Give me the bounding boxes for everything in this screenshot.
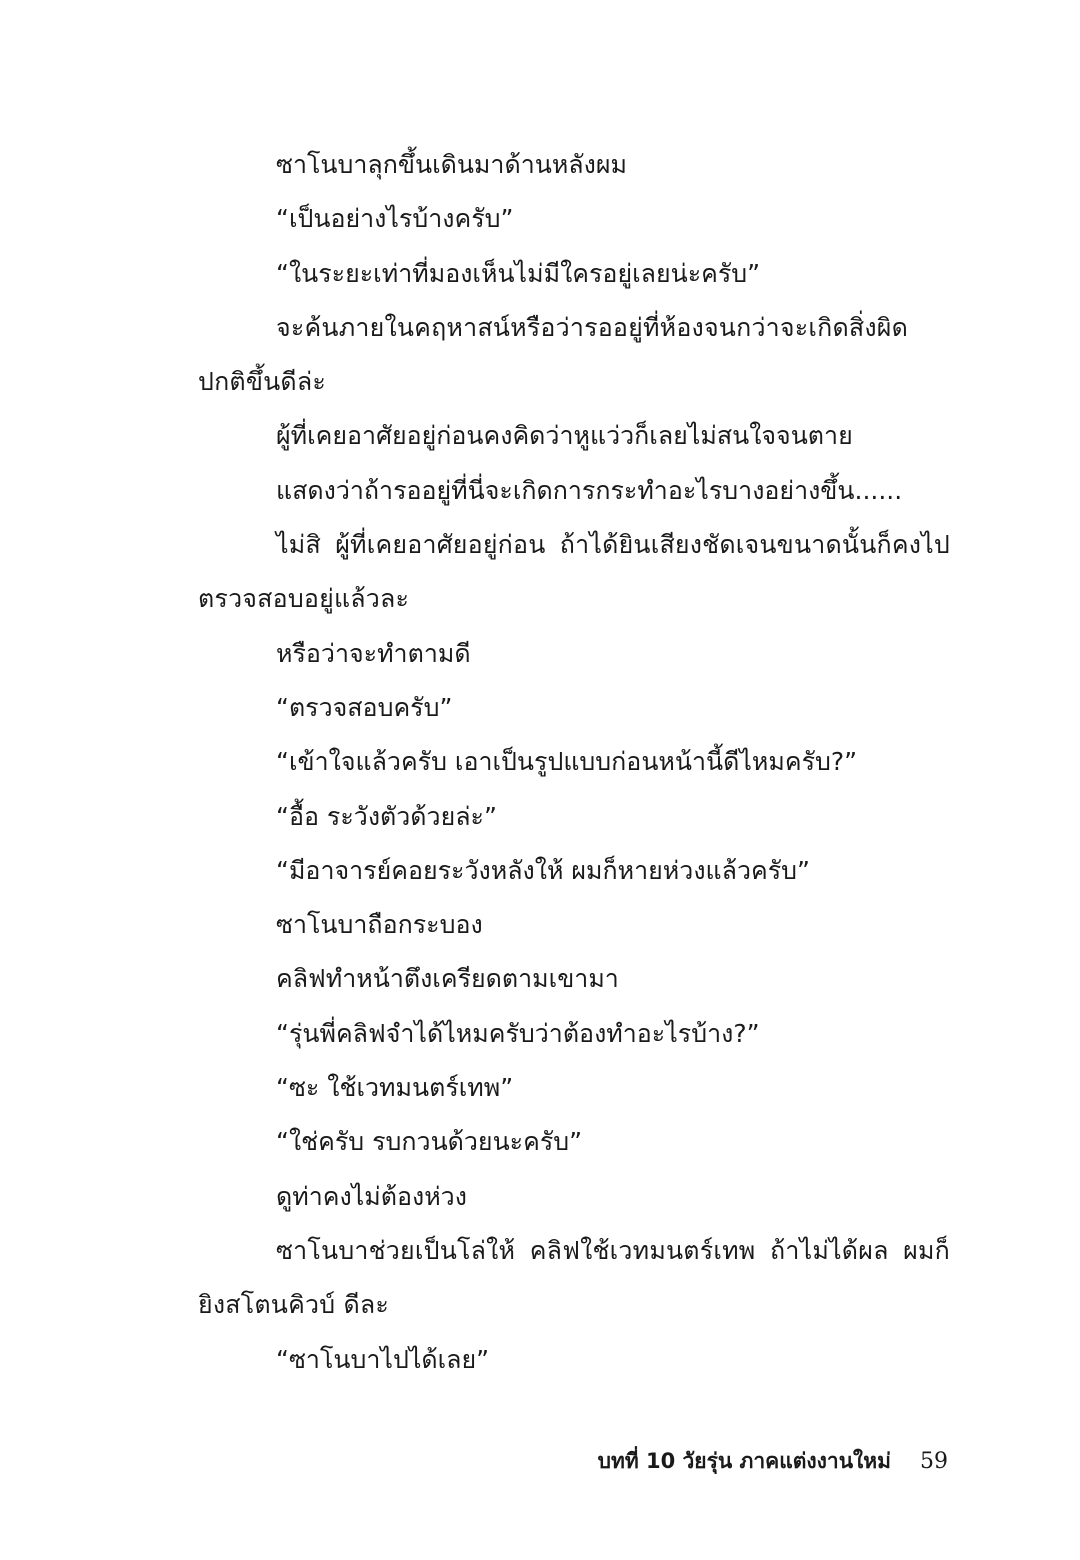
page-body (198, 138, 950, 1387)
page-number: 59 (920, 1449, 948, 1474)
paragraph: ดูท่าคงไม่ต้องห่วง (276, 1181, 467, 1211)
paragraph: ไม่สิ ผู้ที่เคยอาศัยอยู่ก่อน ถ้าได้ยินเสียงชัดเจนขนาดนั้นก็คงไปตรวจสอบอยู่แล้วละ (198, 530, 950, 614)
paragraph: “ใช่ครับ รบกวนด้วยนะครับ” (276, 1127, 583, 1157)
paragraph: แสดงว่าถ้ารออยู่ที่นี่จะเกิดการกระทำอะไรบางอย่างขึ้น...... (276, 475, 903, 505)
paragraph: ผู้ที่เคยอาศัยอยู่ก่อนคงคิดว่าหูแว่วก็เลยไม่สนใจจนตาย (276, 421, 853, 451)
running-chapter-title: บทที่ 10 วัยรุ่น ภาคแต่งงานใหม่ (597, 1449, 891, 1473)
paragraph: “อื้อ ระวังตัวด้วยล่ะ” (276, 801, 497, 831)
paragraph: ซาโนบาถือกระบอง (276, 910, 483, 940)
paragraph: หรือว่าจะทำตามดี (276, 638, 471, 668)
paragraph: “เข้าใจแล้วครับ เอาเป็นรูปแบบก่อนหน้านี้ดีไหมครับ?” (276, 747, 858, 777)
paragraph: จะค้นภายในคฤหาสน์หรือว่ารออยู่ที่ห้องจนกว่าจะเกิดสิ่งผิดปกติขึ้นดีล่ะ (198, 312, 909, 397)
page-footer (598, 1446, 948, 1477)
paragraph: “เป็นอย่างไรบ้างครับ” (276, 204, 514, 234)
paragraph: “ซาโนบาไปได้เลย” (276, 1344, 490, 1374)
paragraph: ซาโนบาลุกขึ้นเดินมาด้านหลังผม (276, 150, 627, 179)
paragraph: “ตรวจสอบครับ” (276, 692, 453, 722)
paragraph: “ซะ ใช้เวทมนตร์เทพ” (276, 1073, 514, 1103)
paragraph: “มีอาจารย์คอยระวังหลังให้ ผมก็หายห่วงแล้วครับ” (276, 855, 810, 885)
paragraph: “รุ่นพี่คลิฟจำได้ไหมครับว่าต้องทำอะไรบ้าง?” (276, 1018, 760, 1048)
paragraph: คลิฟทำหน้าตึงเครียดตามเขามา (276, 964, 619, 994)
paragraph: ซาโนบาช่วยเป็นโล่ให้ คลิฟใช้เวทมนตร์เทพ ถ้าไม่ได้ผล ผมก็ยิงสโตนคิวบ์ ดีละ (198, 1235, 950, 1320)
paragraph: “ในระยะเท่าที่มองเห็นไม่มีใครอยู่เลยน่ะครับ” (276, 258, 761, 288)
